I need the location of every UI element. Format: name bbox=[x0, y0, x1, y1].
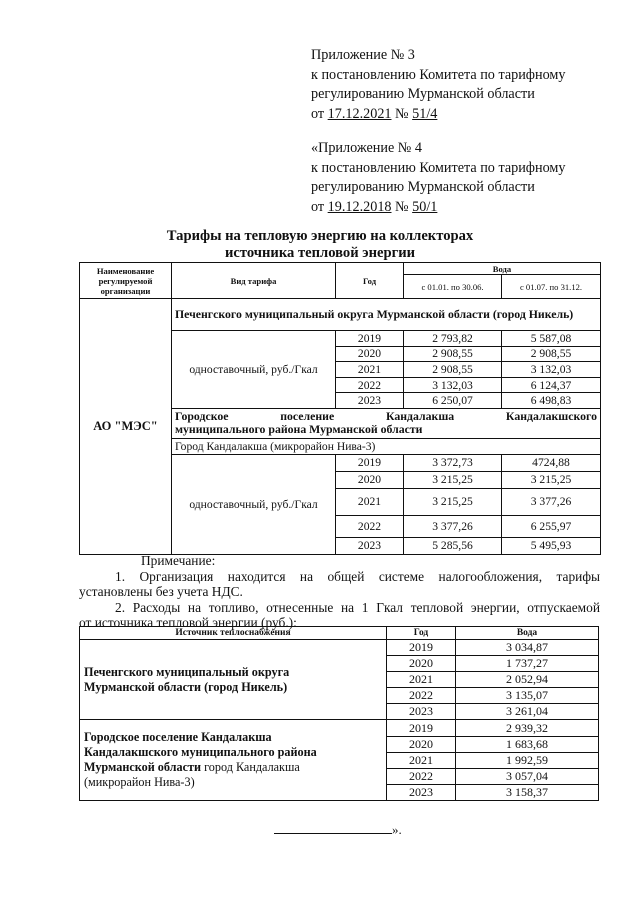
year-cell: 2022 bbox=[336, 377, 404, 393]
value-cell: 5 285,56 bbox=[404, 537, 502, 554]
value-cell: 3 034,87 bbox=[456, 640, 599, 656]
value-cell: 3 057,04 bbox=[456, 768, 599, 784]
value-cell: 1 737,27 bbox=[456, 656, 599, 672]
resolution-date: 17.12.2021 bbox=[327, 105, 392, 122]
value-cell: 5 495,93 bbox=[502, 537, 601, 554]
org-name: АО "МЭС" bbox=[80, 299, 172, 555]
header-water: Вода bbox=[404, 263, 601, 275]
year-cell: 2020 bbox=[336, 471, 404, 488]
year-cell: 2020 bbox=[336, 346, 404, 362]
value-cell: 2 908,55 bbox=[502, 346, 601, 362]
value-cell: 3 135,07 bbox=[456, 688, 599, 704]
header-source: Источник теплоснабжения bbox=[80, 627, 387, 640]
value-cell: 3 261,04 bbox=[456, 704, 599, 720]
resolution-number: 50/1 bbox=[412, 198, 438, 215]
source-line-bold: Мурманской области bbox=[84, 760, 202, 775]
year-cell: 2020 bbox=[387, 736, 456, 752]
section-title bbox=[172, 408, 601, 438]
year-cell: 2023 bbox=[336, 393, 404, 409]
header-period-1: с 01.01. по 30.06. bbox=[404, 275, 502, 299]
section-title: Печенгского муниципальный округа Мурманской области (город Никель) bbox=[172, 299, 601, 331]
value-cell: 2 052,94 bbox=[456, 672, 599, 688]
appendix-line: Приложение № 3 bbox=[311, 47, 415, 63]
date-prefix: от bbox=[311, 105, 325, 122]
appendix-line: регулированию Мурманской области bbox=[311, 179, 535, 195]
value-cell: 3 215,25 bbox=[404, 488, 502, 515]
note-1-line: 1. Организация находится на общей системе налогообложения, тарифы bbox=[115, 568, 600, 584]
source-line-regular: город Кандалакша bbox=[201, 760, 300, 775]
appendix-header-3 bbox=[311, 46, 566, 124]
header-year: Год bbox=[387, 627, 456, 640]
year-cell: 2022 bbox=[336, 515, 404, 537]
value-cell: 6 124,37 bbox=[502, 377, 601, 393]
year-cell: 2019 bbox=[387, 640, 456, 656]
value-cell: 3 132,03 bbox=[404, 377, 502, 393]
source-line: Мурманской области (город Никель) bbox=[84, 679, 288, 694]
value-cell: 3 132,03 bbox=[502, 362, 601, 378]
source-line: Печенгского муниципальный округа bbox=[84, 664, 290, 679]
appendix-date-line bbox=[311, 105, 566, 125]
header-period-2: с 01.07. по 31.12. bbox=[502, 275, 601, 299]
note-2-line: от источника тепловой энергии (руб.): bbox=[79, 615, 297, 631]
tariff-table bbox=[79, 262, 601, 555]
value-cell: 3 158,37 bbox=[456, 784, 599, 800]
header-org: Наименование регулируемой организации bbox=[80, 263, 172, 299]
year-cell: 2023 bbox=[387, 784, 456, 800]
appendix-header-4 bbox=[311, 139, 566, 217]
appendix-line: «Приложение № 4 bbox=[311, 140, 422, 156]
year-cell: 2019 bbox=[387, 720, 456, 736]
tariff-type: одноставочный, руб./Гкал bbox=[172, 454, 336, 554]
value-cell: 3 215,25 bbox=[502, 471, 601, 488]
title-line: Тарифы на тепловую энергию на коллекторах bbox=[166, 228, 474, 244]
year-cell: 2021 bbox=[387, 752, 456, 768]
year-cell: 2022 bbox=[387, 768, 456, 784]
year-cell: 2021 bbox=[336, 362, 404, 378]
year-cell: 2021 bbox=[336, 488, 404, 515]
source-line: (микрорайон Нива-3) bbox=[84, 775, 195, 790]
tariff-type: одноставочный, руб./Гкал bbox=[172, 331, 336, 409]
notes-block bbox=[79, 553, 600, 631]
source-line: Городское поселение Кандалакша bbox=[84, 730, 272, 745]
appendix-line: регулированию Мурманской области bbox=[311, 86, 535, 102]
value-cell: 1 992,59 bbox=[456, 752, 599, 768]
value-cell: 3 377,26 bbox=[502, 488, 601, 515]
value-cell: 2 939,32 bbox=[456, 720, 599, 736]
note-1-line: установлены без учета НДС. bbox=[79, 584, 243, 600]
source-name bbox=[80, 640, 387, 720]
source-name bbox=[80, 720, 387, 800]
value-cell: 6 250,07 bbox=[404, 393, 502, 409]
value-cell: 3 372,73 bbox=[404, 454, 502, 471]
section-title-line: Городское поселение Кандалакша Кандалакшского bbox=[175, 409, 597, 424]
notes-heading: Примечание: bbox=[141, 553, 216, 568]
closing-line bbox=[274, 822, 402, 838]
year-cell: 2023 bbox=[387, 704, 456, 720]
closing-underline bbox=[274, 823, 392, 834]
year-cell: 2023 bbox=[336, 537, 404, 554]
source-line: Кандалакшского муниципального района bbox=[84, 745, 317, 760]
appendix-line: к постановлению Комитета по тарифному bbox=[311, 66, 566, 83]
number-prefix: № bbox=[395, 105, 409, 122]
title-line: источника тепловой энергии bbox=[224, 245, 416, 261]
value-cell: 3 377,26 bbox=[404, 515, 502, 537]
value-cell: 5 587,08 bbox=[502, 331, 601, 347]
number-prefix: № bbox=[395, 198, 409, 215]
year-cell: 2022 bbox=[387, 688, 456, 704]
value-cell: 6 498,83 bbox=[502, 393, 601, 409]
year-cell: 2020 bbox=[387, 656, 456, 672]
header-water: Вода bbox=[456, 627, 599, 640]
note-2-line: 2. Расходы на топливо, отнесенные на 1 Гкал тепловой энергии, отпускаемой bbox=[115, 599, 600, 615]
resolution-number: 51/4 bbox=[412, 105, 438, 122]
date-prefix: от bbox=[311, 198, 325, 215]
closing-quote: ». bbox=[392, 822, 402, 837]
resolution-date: 19.12.2018 bbox=[327, 198, 392, 215]
header-year: Год bbox=[336, 263, 404, 299]
document-title bbox=[0, 228, 640, 262]
value-cell: 3 215,25 bbox=[404, 471, 502, 488]
appendix-line: к постановлению Комитета по тарифному bbox=[311, 159, 566, 176]
section-title-line: муниципального района Мурманской области bbox=[175, 422, 423, 437]
value-cell: 2 908,55 bbox=[404, 346, 502, 362]
value-cell: 2 908,55 bbox=[404, 362, 502, 378]
year-cell: 2019 bbox=[336, 331, 404, 347]
value-cell: 1 683,68 bbox=[456, 736, 599, 752]
value-cell: 4724,88 bbox=[502, 454, 601, 471]
year-cell: 2019 bbox=[336, 454, 404, 471]
header-tariff-type: Вид тарифа bbox=[172, 263, 336, 299]
fuel-cost-table bbox=[79, 626, 599, 801]
value-cell: 6 255,97 bbox=[502, 515, 601, 537]
year-cell: 2021 bbox=[387, 672, 456, 688]
subsection-title: Город Кандалакша (микрорайон Нива-3) bbox=[172, 438, 601, 454]
source-line bbox=[84, 760, 383, 775]
appendix-date-line bbox=[311, 198, 566, 218]
value-cell: 2 793,82 bbox=[404, 331, 502, 347]
